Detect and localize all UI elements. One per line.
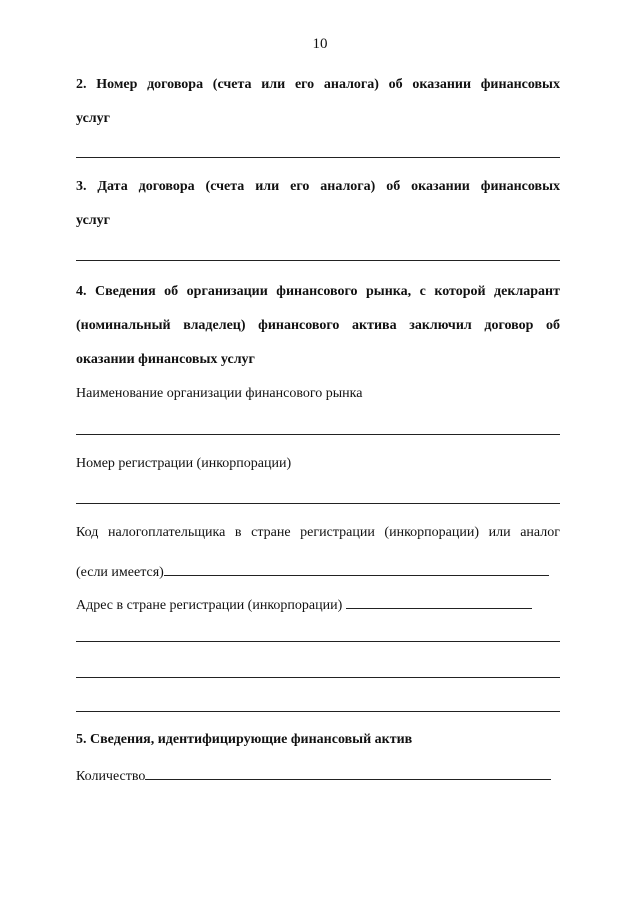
org-name-label: Наименование организации финансового рынка xyxy=(76,386,363,401)
section-2-heading-line1: 2. Номер договора (счета или его аналога) об оказании финансовых xyxy=(76,77,560,92)
registration-number-field[interactable] xyxy=(76,503,560,504)
address-field-line4[interactable] xyxy=(76,711,560,712)
section-3-heading-line2: услуг xyxy=(76,213,110,228)
contract-date-field[interactable] xyxy=(76,260,560,261)
section-4-heading-line3: оказании финансовых услуг xyxy=(76,352,255,367)
tax-code-label-line2: (если имеется) xyxy=(76,565,164,580)
quantity-label: Количество xyxy=(76,769,146,784)
section-3-heading-line1: 3. Дата договора (счета или его аналога) об оказании финансовых xyxy=(76,179,560,194)
address-label: Адрес в стране регистрации (инкорпорации) xyxy=(76,598,343,613)
tax-code-label-line1: Код налогоплательщика в стране регистрации (инкорпорации) или аналог xyxy=(76,525,560,540)
section-5-heading: 5. Сведения, идентифицирующие финансовый актив xyxy=(76,732,413,747)
section-2-heading-line2: услуг xyxy=(76,111,110,126)
address-field-line1[interactable] xyxy=(346,594,532,609)
section-4-heading-line2: (номинальный владелец) финансового актива заключил договор об xyxy=(76,318,560,333)
quantity-field[interactable] xyxy=(145,765,551,780)
section-4-heading xyxy=(76,275,560,377)
registration-number-label: Номер регистрации (инкорпорации) xyxy=(76,456,292,471)
section-3-heading xyxy=(76,170,560,238)
contract-number-field[interactable] xyxy=(76,157,560,158)
tax-code-field[interactable] xyxy=(164,561,549,576)
address-row xyxy=(76,594,560,616)
address-field-line3[interactable] xyxy=(76,677,560,678)
quantity-row xyxy=(76,765,560,787)
page-number: 10 xyxy=(312,36,328,52)
tax-code-row xyxy=(76,561,560,583)
section-2-heading xyxy=(76,68,560,136)
org-name-field[interactable] xyxy=(76,434,560,435)
address-field-line2[interactable] xyxy=(76,641,560,642)
section-4-heading-line1: 4. Сведения об организации финансового рынка, с которой декларант xyxy=(76,284,560,299)
